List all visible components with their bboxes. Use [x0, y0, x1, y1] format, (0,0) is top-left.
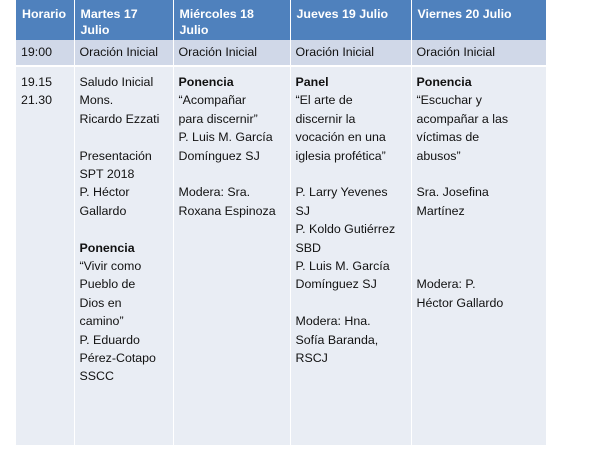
cell-line: P. Luis M. García [295, 259, 390, 274]
martes-cell: Oración Inicial [74, 40, 173, 66]
cell-line: SJ [295, 203, 310, 218]
cell-line: Modera: P. [416, 277, 476, 292]
cell-line: Ponencia [79, 240, 135, 255]
jueves-cell [290, 66, 411, 445]
spacer [296, 294, 406, 312]
cell-line: 19.15 [21, 75, 53, 89]
cell-line: Domínguez SJ [178, 148, 260, 163]
cell-line: Modera: Sra. [178, 185, 251, 200]
spacer [80, 128, 168, 146]
cell-line: acompañar a las [416, 111, 509, 126]
miercoles-cell [173, 66, 290, 445]
cell-line: víctimas de [416, 130, 480, 145]
header-row [16, 0, 546, 40]
cell-line: Martínez [416, 203, 465, 218]
cell-line: Domínguez SJ [295, 277, 377, 292]
cell-line: camino” [79, 314, 124, 329]
cell-line: Panel [295, 75, 329, 89]
cell-line: discernir la [295, 111, 356, 126]
cell-line: “Escuchar y [416, 93, 482, 108]
cell-line: iglesia profética” [295, 148, 386, 163]
table-row [16, 66, 546, 445]
jueves-cell: Oración Inicial [290, 40, 411, 66]
cell-line: SPT 2018 [79, 167, 135, 182]
cell-line: Horario [22, 7, 67, 21]
cell-line: Ponencia [178, 75, 234, 89]
cell-line: SBD [295, 240, 321, 255]
spacer [296, 165, 406, 183]
cell-line: “Acompañar [178, 93, 246, 108]
cell-line: Héctor Gallardo [416, 295, 504, 310]
spacer [417, 257, 542, 275]
cell-line: SSCC [79, 369, 114, 384]
cell-line: P. Koldo Gutiérrez [295, 222, 396, 237]
table-row [16, 40, 546, 66]
cell-line: Sofía Baranda, [295, 332, 379, 347]
cell-line: Julio [179, 23, 209, 37]
cell-line: P. Héctor [79, 185, 130, 200]
spacer [80, 220, 168, 238]
time-cell [16, 66, 74, 445]
cell-line: Modera: Hna. [295, 314, 371, 329]
cell-line: Ricardo Ezzati [79, 111, 160, 126]
cell-line: Julio [80, 23, 110, 37]
cell-line: vocación en una [295, 130, 386, 145]
header-jueves [290, 0, 411, 40]
cell-line: “Vivir como [79, 259, 142, 274]
cell-line: P. Eduardo [79, 332, 140, 347]
cell-line: Pueblo de [79, 277, 136, 292]
viernes-cell: Oración Inicial [411, 40, 546, 66]
spacer [417, 239, 542, 257]
viernes-cell [411, 66, 546, 445]
cell-line: Presentación [79, 148, 152, 163]
cell-line: Sra. Josefina [416, 185, 489, 200]
header-viernes [411, 0, 546, 40]
header-martes [74, 0, 173, 40]
cell-line: P. Larry Yevenes [295, 185, 388, 200]
cell-line: 21.30 [21, 93, 53, 108]
cell-line: Viernes 20 Julio [417, 7, 512, 21]
spacer [179, 165, 285, 183]
cell-line: Miércoles 18 [179, 7, 254, 21]
cell-line: RSCJ [295, 351, 328, 366]
cell-line: “El arte de [295, 93, 353, 108]
cell-line: Mons. [79, 93, 114, 108]
time-cell: 19:00 [16, 40, 74, 66]
cell-line: P. Luis M. García [178, 130, 273, 145]
cell-line: Ponencia [416, 75, 472, 89]
header-miercoles [173, 0, 290, 40]
cell-line: Gallardo [79, 203, 127, 218]
schedule-table [16, 0, 546, 445]
cell-line: abusos” [416, 148, 461, 163]
spacer [417, 220, 542, 238]
spacer [417, 165, 542, 183]
header-horario [16, 0, 74, 40]
miercoles-cell: Oración Inicial [173, 40, 290, 66]
cell-line: Roxana Espinoza [178, 203, 276, 218]
cell-line: Pérez-Cotapo [79, 351, 156, 366]
cell-line: Dios en [79, 295, 122, 310]
cell-line: Jueves 19 Julio [296, 7, 389, 21]
cell-line: Saludo Inicial [79, 75, 154, 89]
cell-line: para discernir” [178, 111, 258, 126]
martes-cell [74, 66, 173, 445]
cell-line: Martes 17 [80, 7, 138, 21]
